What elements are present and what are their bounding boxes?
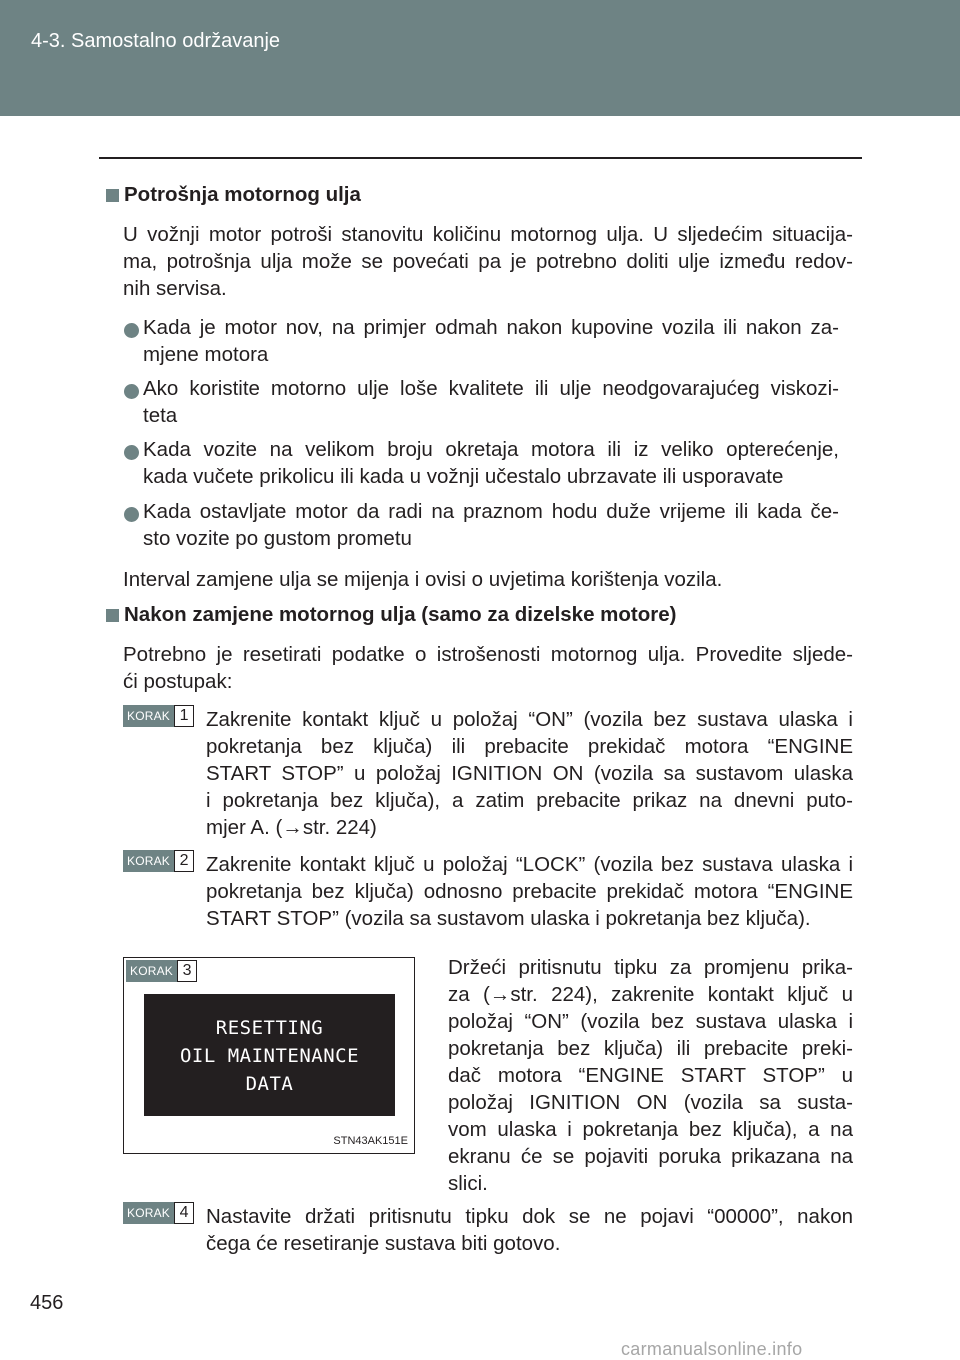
display-message [144,1014,395,1098]
page-number: 456 [30,1292,64,1314]
bullet-icon [124,445,139,460]
figure-code: STN43AK151E [333,1135,408,1147]
bullet-line: mjene motora [143,343,269,366]
bullet-line: Ako koristite motorno ulje loše kvalitete ili ulje neodgovarajućeg viskozi- [143,377,839,400]
step-text-line: položaj “ON” (vozila bez sustava ulaska i [448,1010,853,1033]
display-figure [123,957,415,1154]
bullet-line: Kada ostavljate motor da radi na praznom hodu duže vrijeme ili kada če- [143,500,839,523]
step-number: 3 [177,960,197,982]
step-text-line: položaj IGNITION ON (vozila sa susta- [448,1091,853,1114]
step-text-line: pokretanja bez ključa) odnosno prebacite prekidač motora “ENGINE [206,880,853,903]
step-text-line: pokretanja bez ključa) ili prebacite prekidač motora “ENGINE [206,735,853,758]
step-text-line: za (→str. 224), zakrenite kontakt ključ u [448,983,853,1006]
step-number: 2 [174,850,194,872]
watermark: carmanualsonline.info [621,1339,803,1359]
page-header [0,0,960,116]
step-badge [123,1202,194,1224]
step-text-line: Zakrenite kontakt ključ u položaj “LOCK” (vozila bez sustava ulaska i [206,853,853,876]
step-text-line: slici. [448,1172,488,1195]
step-text-line: Držeći pritisnutu tipku za promjenu prika- [448,956,853,979]
display-line: OIL MAINTENANCE [179,1045,360,1067]
step-badge [126,960,197,982]
step-text-line: vom ulaska i pokretanja bez ključa), a na [448,1118,853,1141]
section2-intro-line: Potrebno je resetirati podatke o istrošenosti motornog ulja. Provedite sljede- [123,643,853,666]
step-text-line: mjer A. (→str. 224) [206,816,377,839]
step-text-line: i pokretanja bez ključa), a zatim prebacite prikaz na dnevni puto- [206,789,853,812]
step-text-line: Zakrenite kontakt ključ u položaj “ON” (vozila bez sustava ulaska i [206,708,853,731]
multi-info-display [144,994,395,1116]
section-marker-icon [106,189,119,202]
bullet-line: Kada je motor nov, na primjer odmah nakon kupovine vozila ili nakon za- [143,316,839,339]
step-text-line: dač motora “ENGINE START STOP” u [448,1064,853,1087]
bullet-line: sto vozite po gustom prometu [143,527,412,550]
bullet-icon [124,507,139,522]
step-label: KORAK [123,1202,174,1224]
step-number: 1 [174,705,194,727]
section1-intro-line: nih servisa. [123,277,227,300]
step-number: 4 [174,1202,194,1224]
bullet-line: Kada vozite na velikom broju okretaja motora ili iz veliko opterećenje, [143,438,839,461]
section2-intro-line: ći postupak: [123,670,233,693]
step-label: KORAK [123,850,174,872]
step-label: KORAK [123,705,174,727]
bullet-line: kada vučete prikolicu ili kada u vožnji učestalo ubrzavate ili usporavate [143,465,784,488]
bullet-icon [124,384,139,399]
step-badge [123,850,194,872]
step-text-line: čega će resetiranje sustava biti gotovo. [206,1232,561,1255]
step-text-line: pokretanja bez ključa) ili prebacite preki- [448,1037,853,1060]
section1-intro-line: ma, potrošnja ulja može se povećati pa je potrebno doliti ulje između redov- [123,250,853,273]
section-marker-icon [106,609,119,622]
section2-heading: Nakon zamjene motornog ulja (samo za dizelske motore) [124,603,677,626]
header-rule [99,157,862,159]
display-line: RESETTING [215,1017,324,1039]
step-label: KORAK [126,960,177,982]
step-text-line: START STOP” u položaj IGNITION ON (vozila sa sustavom ulaska [206,762,853,785]
step-text-line: START STOP” (vozila sa sustavom ulaska i pokretanja bez ključa). [206,907,811,930]
bullet-line: teta [143,404,178,427]
display-line: DATA [245,1073,294,1095]
step-text-line: Nastavite držati pritisnutu tipku dok se ne pojavi “00000”, nakon [206,1205,853,1228]
section1-outro: Interval zamjene ulja se mijenja i ovisi o uvjetima korištenja vozila. [123,568,723,591]
step-badge [123,705,194,727]
bullet-icon [124,323,139,338]
section1-intro-line: U vožnji motor potroši stanovitu količinu motornog ulja. U sljedećim situacija- [123,223,853,246]
section1-heading: Potrošnja motornog ulja [124,183,361,206]
section-title: 4-3. Samostalno održavanje [31,30,281,52]
step-text-line: ekranu će se pojaviti poruka prikazana na [448,1145,853,1168]
